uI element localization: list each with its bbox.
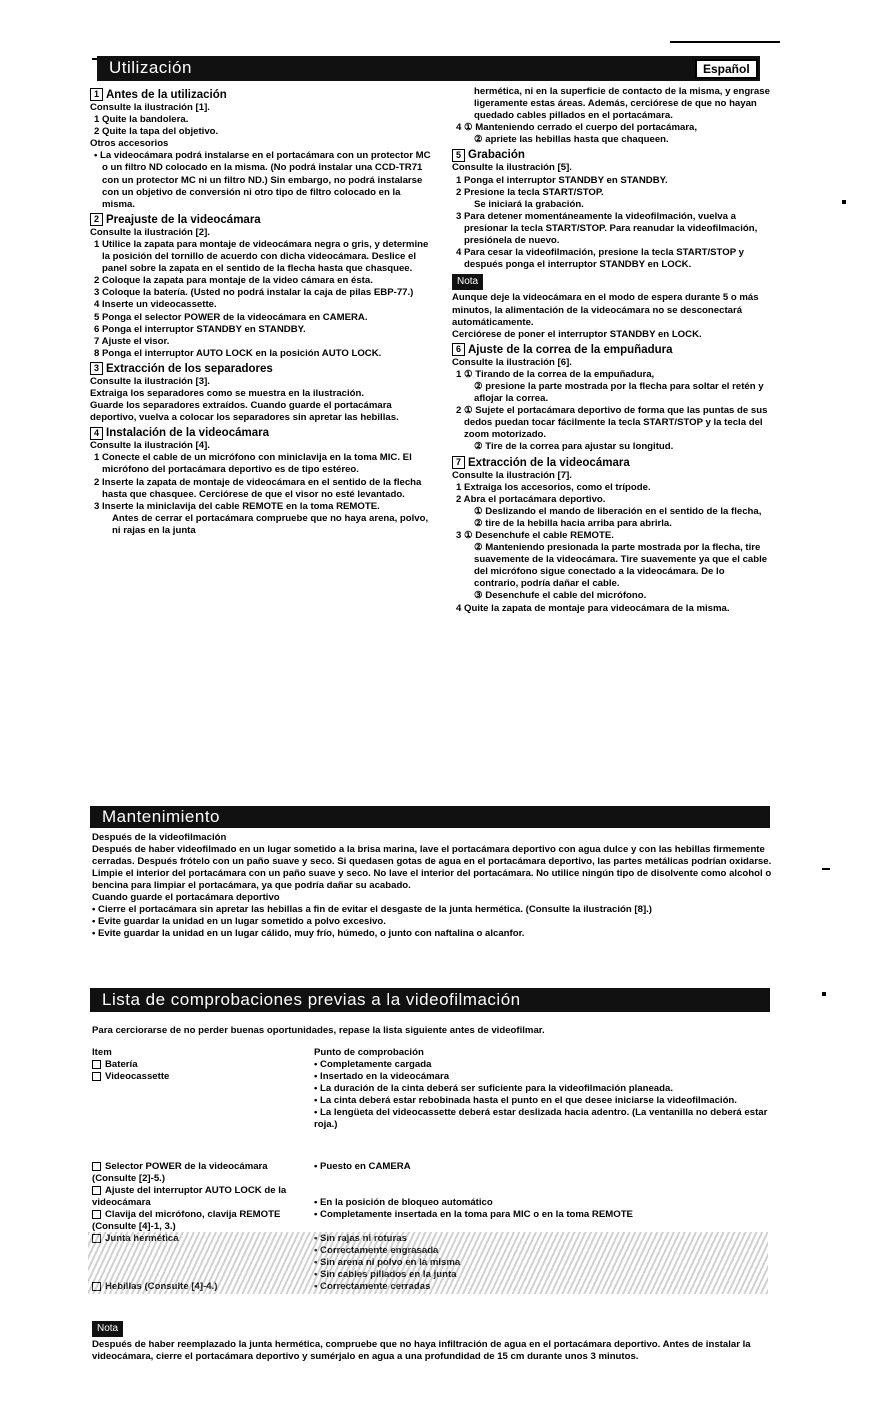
section-number: 6 — [452, 343, 465, 356]
section-heading-text: Ajuste de la correa de la empuñadura — [468, 343, 673, 356]
section-heading — [90, 362, 435, 376]
checkbox-icon[interactable] — [92, 1162, 101, 1171]
checklist-item-label: Clavija del micrófono, clavija REMOTE (Consulte [4]-1, 3.) — [92, 1208, 281, 1232]
checklist-item-label: Batería — [105, 1058, 138, 1070]
nota-container — [452, 271, 770, 292]
section-number: 3 — [90, 362, 103, 375]
paragraph: Aunque deje la videocámara en el modo de espera durante 5 o más minutos, la alimentación de la videocámara no se desconectará automáticamente. — [452, 292, 759, 328]
instruction-step: 4 Quite la zapata de montaje para videocámara de la misma. — [456, 602, 730, 614]
instruction-step: 3 Para detener momentáneamente la videofilmación, vuelva a presionar la tecla START/STOP. Para reanudar la videofilmación, presiónela de nuevo. — [456, 210, 758, 247]
margin-speck — [822, 868, 830, 870]
instruction-step: 1 Quite la bandolera. — [94, 114, 189, 126]
checklist-item-label: Selector POWER de la videocámara (Consulte [2]-5.) — [92, 1160, 268, 1184]
column-header-check: Punto de comprobación — [314, 1046, 424, 1058]
checklist-points — [314, 1185, 772, 1209]
checklist-points — [314, 1059, 772, 1071]
instruction-step: ② Manteniendo presionada la parte mostrada por la flecha, tire suavemente de la videocámara. Tire suavemente ya que el cable del micrófono sigue conectado a la videocámara. De lo contrario, podría dañar el cable. — [474, 542, 768, 590]
checklist-item — [92, 1185, 314, 1209]
check-point: • Puesto en CAMERA — [314, 1160, 411, 1172]
checklist-row — [92, 1161, 772, 1185]
section-heading — [452, 343, 770, 357]
right-column — [452, 86, 770, 615]
check-point: • Insertado en la videocámara — [314, 1070, 450, 1082]
instruction-step: 7 Ajuste el visor. — [94, 335, 170, 347]
paragraph: Consulte la ilustración [7]. — [452, 469, 572, 481]
section-title: Utilización — [109, 58, 192, 77]
nota-text: Después de haber reemplazado la junta hermética, compruebe que no haya infiltración de agua en el portacámara deportivo. Antes de instalar la videocámara, cierre el portacámara deportivo y sumérjalo en agua a una profundidad de 15 cm durante unos 3 minutos. — [92, 1339, 751, 1362]
instruction-step: Antes de cerrar el portacámara compruebe que no haya arena, polvo, ni rajas en la junta — [112, 512, 429, 536]
paragraph: Consulte la ilustración [4]. — [90, 440, 210, 452]
section-heading-text: Extracción de la videocámara — [468, 456, 630, 469]
nota-badge: Nota — [92, 1321, 123, 1337]
section-header-checklist — [90, 988, 770, 1012]
instruction-step: 1 ① Tirando de la correa de la empuñadura, — [456, 368, 655, 380]
instruction-step: Se iniciará la grabación. — [474, 198, 584, 210]
checklist-points — [314, 1209, 772, 1233]
section-heading — [90, 88, 435, 102]
checklist-row — [92, 1209, 772, 1233]
checklist-item — [92, 1059, 314, 1071]
checklist-item — [92, 1071, 314, 1131]
top-rule — [670, 41, 780, 43]
section-heading — [452, 148, 770, 162]
check-point: • La duración de la cinta deberá ser suficiente para la videofilmación planeada. — [314, 1082, 673, 1094]
check-point: • Sin cables pillados en la junta — [314, 1268, 457, 1280]
section-number: 2 — [90, 213, 103, 226]
check-point: • Sin arena ni polvo en la misma — [314, 1256, 461, 1268]
checklist-row — [92, 1185, 772, 1209]
section-header-utilizacion — [97, 56, 760, 81]
subheading: Cuando guarde el portacámara deportivo — [92, 892, 280, 903]
paragraph: Guarde los separadores extraídos. Cuando guarde el portacámara deportivo, vuelva a colocar los separadores sin apretar las hebillas. — [90, 400, 399, 424]
nota-badge: Nota — [452, 274, 483, 290]
check-point: • La cinta deberá estar rebobinada hasta el punto en el que desee iniciarse la videofilmación. — [314, 1094, 737, 1106]
paragraph: Consulte la ilustración [5]. — [452, 162, 572, 174]
check-point: • En la posición de bloqueo automático — [314, 1196, 493, 1208]
checklist-title: Lista de comprobaciones previas a la videofilmación — [102, 990, 521, 1009]
section-heading-text: Extracción de los separadores — [106, 362, 273, 375]
instruction-step: ② presione la parte mostrada por la flecha para soltar el retén y aflojar la correa. — [474, 380, 764, 405]
instruction-step: 8 Ponga el interruptor AUTO LOCK en la posición AUTO LOCK. — [94, 347, 382, 359]
instruction-step: • La videocámara podrá instalarse en el portacámara con un protector MC o un filtro ND colocado en la misma. (No podrá instalar una CCD-TR71 con un protector MC ni un filtro ND.) Sin embargo, no podrá instalarse con un objetivo de conversión ni otro tipo de filtro colocado en la misma. — [94, 150, 431, 210]
instruction-step: 3 ① Desenchufe el cable REMOTE. — [456, 530, 614, 541]
checklist-item — [92, 1209, 314, 1233]
left-column — [90, 86, 435, 537]
instruction-step: ① Deslizando el mando de liberación en el sentido de la flecha, — [474, 505, 762, 517]
instruction-step: 1 Extraiga los accesorios, como el trípode. — [456, 481, 651, 493]
final-note — [92, 1318, 772, 1363]
checklist-item-label: Videocassette — [105, 1070, 170, 1082]
margin-speck — [822, 992, 826, 996]
paragraph: Cerciórese de poner el interruptor STANDBY en LOCK. — [452, 328, 702, 340]
check-point: • Correctamente cerradas — [314, 1280, 431, 1292]
paragraph: Consulte la ilustración [1]. — [90, 102, 210, 113]
instruction-step: 4 ① Manteniendo cerrado el cuerpo del portacámara, — [456, 122, 698, 134]
checklist-row — [92, 1059, 772, 1071]
checklist-header-row — [92, 1047, 772, 1059]
checklist-item-label: Ajuste del interruptor AUTO LOCK de la videocámara — [92, 1184, 287, 1208]
instruction-step: 2 Quite la tapa del objetivo. — [94, 126, 219, 138]
column-header-item: Item — [92, 1046, 112, 1058]
instruction-step: 4 Inserte un videocassette. — [94, 299, 217, 311]
paragraph: Después de haber videofilmado en un lugar sometido a la brisa marina, lave el portacámara deportivo con agua dulce y con las hebillas firmemente cerradas. Después frótelo con un paño suave y seco. Si quedasen gotas de agua en el portacámara deportivo, las partes metálicas podrían oxidarse. Limpie el interior del portacámara con un paño suave y seco. No lave el interior del portacámara. No utilice ningún tipo de disolvente como alcohol o bencina para limpiar el portacámara, ya que podría dañar su acabado. — [92, 844, 772, 891]
subheading: Después de la videofilmación — [92, 832, 227, 843]
instruction-step: 1 Conecte el cable de un micrófono con miniclavija en la toma MIC. El micrófono del portacámara deportivo es de tipo estéreo. — [94, 452, 412, 476]
instruction-step: 5 Ponga el selector POWER de la videocámara en CAMERA. — [94, 311, 368, 323]
paragraph: Consulte la ilustración [3]. — [90, 375, 210, 387]
section-header-mantenimiento — [90, 806, 770, 828]
instruction-step: 2 Inserte la zapata de montaje de videocámara en el sentido de la flecha hasta que chasquee. Cerciórese de que el visor no esté levantado. — [94, 476, 422, 500]
checklist-row — [92, 1071, 772, 1131]
checklist-points — [314, 1161, 772, 1185]
check-point: • Completamente insertada en la toma para MIC o en la toma REMOTE — [314, 1208, 633, 1220]
instruction-step: ② Tire de la correa para ajustar su longitud. — [474, 441, 674, 453]
section-heading — [90, 426, 435, 440]
instruction-step: 1 Utilice la zapata para montaje de videocámara negra o gris, y determine la posición del tornillo de acuerdo con dicha videocámara. Deslice el panel sobre la zapata en el sentido de la flecha hasta que chasquee. — [94, 238, 429, 275]
section-number: 7 — [452, 456, 465, 469]
check-point: • La lengüeta del videocassette deberá estar deslizada hacia adentro. (La ventanilla no deberá estar roja.) — [314, 1106, 768, 1130]
scribbled-area — [88, 1232, 768, 1294]
checklist-item — [92, 1161, 314, 1185]
section-heading-text: Antes de la utilización — [106, 89, 227, 101]
checkbox-icon[interactable] — [92, 1072, 101, 1081]
section-number: 5 — [452, 149, 465, 162]
section-heading-text: Grabación — [468, 149, 525, 162]
checklist-item-label: Hebillas (Consulte [4]-4.) — [105, 1280, 218, 1292]
instruction-step: ② tire de la hebilla hacia arriba para abrirla. — [474, 517, 672, 529]
instruction-step: 4 Para cesar la videofilmación, presione la tecla START/STOP y después ponga el interruptor STANDBY en LOCK. — [456, 247, 744, 271]
section-heading — [90, 213, 435, 227]
language-badge: Español — [695, 59, 758, 79]
instruction-step: 2 Coloque la zapata para montaje de la video cámara en ésta. — [94, 275, 373, 287]
instruction-step: 6 Ponga el interruptor STANDBY en STANDBY. — [94, 323, 306, 335]
checkbox-icon[interactable] — [92, 1060, 101, 1069]
instruction-step: ② apriete las hebillas hasta que chaqueen. — [474, 134, 669, 146]
maintenance-title: Mantenimiento — [102, 807, 221, 826]
instruction-step: ③ Desenchufe el cable del micrófono. — [474, 590, 647, 602]
instruction-step: 3 Inserte la miniclavija del cable REMOTE en la toma REMOTE. — [94, 500, 380, 512]
paragraph: Consulte la ilustración [6]. — [452, 356, 572, 368]
check-point: • Sin rajas ni roturas — [314, 1232, 407, 1244]
margin-speck — [842, 200, 846, 204]
paragraph: • Cierre el portacámara sin apretar las hebillas a fin de evitar el desgaste de la junta hermética. (Consulte la ilustración [8].) — [92, 904, 652, 915]
maintenance-text — [92, 832, 772, 940]
section-number: 4 — [90, 427, 103, 440]
check-point: • Completamente cargada — [314, 1058, 432, 1070]
check-point: • Correctamente engrasada — [314, 1244, 439, 1256]
instruction-step: 2 ① Sujete el portacámara deportivo de forma que las puntas de sus dedos puedan tocar fácilmente la tecla START/STOP y la tecla del zoom motorizado. — [456, 405, 768, 441]
section-number: 1 — [90, 88, 103, 101]
section-heading-text: Instalación de la videocámara — [106, 427, 269, 440]
paragraph: • Evite guardar la unidad en un lugar sometido a polvo excesivo. — [92, 916, 386, 927]
checklist-intro: Para cerciorarse de no perder buenas oportunidades, repase la lista siguiente antes de videofilmar. — [92, 1024, 545, 1036]
checklist-item-label: Junta hermética — [105, 1232, 179, 1244]
paragraph: Consulte la ilustración [2]. — [90, 226, 210, 238]
paragraph: Otros accesorios — [90, 138, 169, 150]
checkbox-icon[interactable] — [92, 1210, 101, 1219]
check-point — [314, 1185, 772, 1197]
instruction-step: 2 Presione la tecla START/STOP. — [456, 186, 604, 198]
paragraph: • Evite guardar la unidad en un lugar cálido, muy frío, húmedo, o junto con naftalina o alcanfor. — [92, 928, 525, 939]
instruction-step: 1 Ponga el interruptor STANDBY en STANDBY. — [456, 174, 668, 186]
instruction-step: hermética, ni en la superficie de contacto de la misma, y engrase ligeramente estas áreas. Además, cerciórese de que no hayan quedado cables pillados en el portacámara. — [474, 86, 770, 122]
section-heading — [452, 456, 770, 470]
instruction-step: 3 Coloque la batería. (Usted no podrá instalar la caja de pilas EBP-77.) — [94, 287, 414, 299]
checklist-points — [314, 1071, 772, 1131]
checkbox-icon[interactable] — [92, 1186, 101, 1195]
instruction-step: 2 Abra el portacámara deportivo. — [456, 493, 606, 505]
section-heading-text: Preajuste de la videocámara — [106, 213, 261, 226]
paragraph: Extraiga los separadores como se muestra en la ilustración. — [90, 387, 365, 399]
